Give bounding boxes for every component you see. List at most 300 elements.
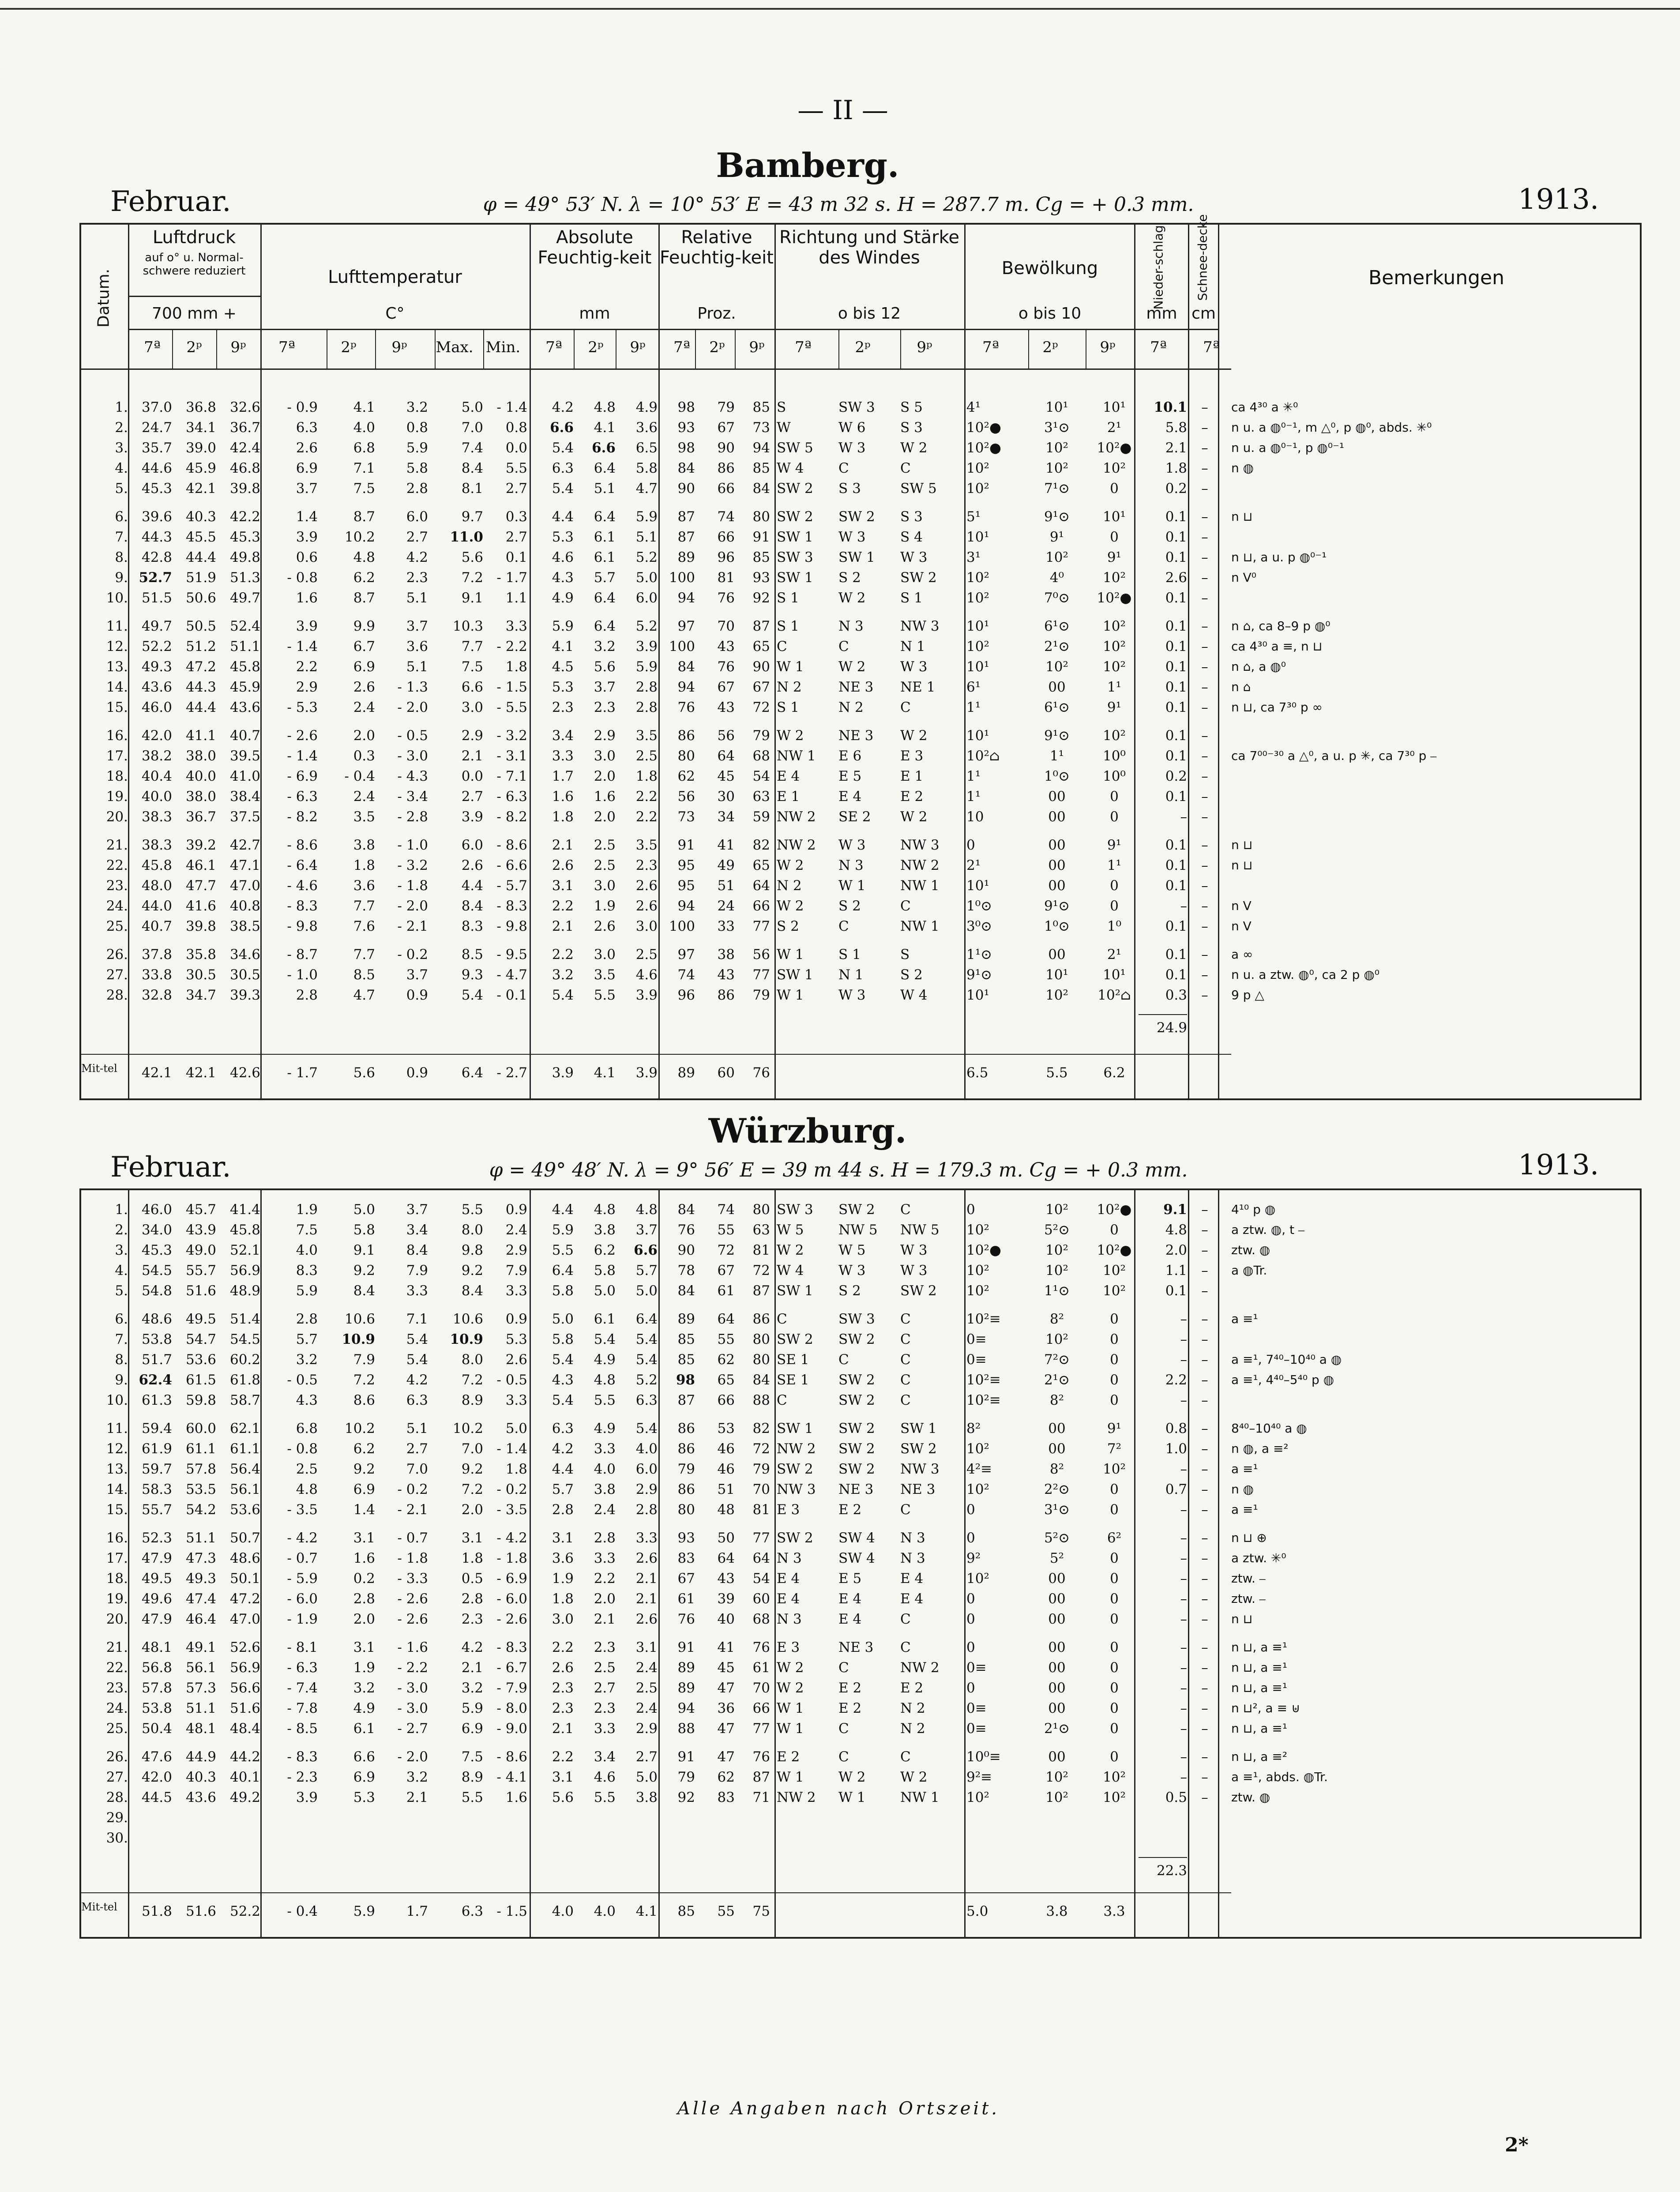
temp-2p-cell: 0.3 bbox=[353, 748, 375, 764]
pressure-9p-cell: 58.7 bbox=[229, 1392, 260, 1408]
pressure-2p-cell: 51.1 bbox=[185, 1530, 216, 1546]
abs-humidity-2p-cell: 3.8 bbox=[594, 1481, 616, 1497]
temp-7a-cell: - 6.0 bbox=[287, 1591, 318, 1607]
temp-7a-cell: - 5.3 bbox=[287, 699, 318, 715]
wind-7a-cell: W 1 bbox=[777, 947, 804, 963]
mean-row bbox=[0, 1901, 1680, 1921]
abs-humidity-7a-cell: 3.0 bbox=[552, 1611, 574, 1627]
wind-2p-cell: NE 3 bbox=[838, 1481, 874, 1497]
abs-humidity-9p-cell: 4.7 bbox=[635, 481, 658, 496]
abs-humidity-9p-cell: 2.8 bbox=[635, 699, 658, 715]
cloud-7a-cell: 1⁰⊙ bbox=[966, 898, 992, 914]
rel-humidity-7a-cell: 74 bbox=[677, 967, 695, 983]
rel-humidity-9p-cell: 85 bbox=[752, 460, 770, 476]
cloud-7a-cell: 0 bbox=[966, 837, 975, 853]
pressure-7a-cell: 54.8 bbox=[141, 1283, 172, 1299]
precipitation-cell: – bbox=[1180, 1721, 1187, 1737]
wind-7a-cell: W 2 bbox=[777, 898, 804, 914]
pressure-2p-cell: 43.9 bbox=[185, 1222, 216, 1238]
pressure-7a-cell: 42.0 bbox=[141, 728, 172, 744]
mean-abs-humidity-9p-cell: 3.9 bbox=[635, 1065, 658, 1081]
wind-2p-cell: E 2 bbox=[838, 1502, 862, 1518]
wind-2p-cell: C bbox=[838, 1352, 849, 1368]
abs-humidity-7a-cell: 4.5 bbox=[552, 659, 574, 675]
temp-2p-cell: 3.5 bbox=[353, 809, 375, 825]
abs-humidity-7a-cell: 3.1 bbox=[552, 1769, 574, 1785]
wind-2p-cell: C bbox=[838, 639, 849, 654]
rel-humidity-7a-cell: 80 bbox=[677, 1502, 695, 1518]
date-cell: 12. bbox=[106, 639, 128, 654]
rel-humidity-7a-cell: 86 bbox=[677, 1421, 695, 1436]
table-row bbox=[0, 985, 1680, 1005]
table-row bbox=[0, 1548, 1680, 1568]
header-luftdruck_unit: 700 mm + bbox=[152, 305, 237, 323]
cloud-9p-cell: 9¹ bbox=[1107, 549, 1122, 565]
wind-2p-cell: SE 2 bbox=[838, 809, 871, 825]
temp-7a-cell: 4.0 bbox=[296, 1242, 318, 1258]
date-cell: 2. bbox=[115, 1222, 128, 1238]
temp-min-cell: - 8.6 bbox=[496, 837, 527, 853]
wind-9p-cell: NE 1 bbox=[900, 679, 936, 695]
temp-max-cell: 8.9 bbox=[461, 1769, 483, 1785]
precipitation-cell: 1.0 bbox=[1165, 1441, 1187, 1457]
table-row bbox=[0, 786, 1680, 807]
cloud-2p-cell: 1¹⊙ bbox=[1044, 1283, 1070, 1299]
cloud-2p-cell: 10² bbox=[1045, 659, 1068, 675]
snow-cover-cell: – bbox=[1201, 618, 1208, 634]
temp-max-cell: 10.2 bbox=[452, 1421, 483, 1436]
date-cell: 3. bbox=[115, 440, 128, 456]
cloud-9p-cell: 10² bbox=[1103, 728, 1126, 744]
wind-7a-cell: E 4 bbox=[777, 1571, 800, 1587]
rel-humidity-7a-cell: 98 bbox=[677, 440, 695, 456]
rel-humidity-9p-cell: 65 bbox=[752, 639, 770, 654]
rel-humidity-9p-cell: 67 bbox=[752, 679, 770, 695]
temp-9p-cell: - 2.7 bbox=[397, 1721, 428, 1737]
abs-humidity-7a-cell: 1.6 bbox=[552, 789, 574, 805]
pressure-7a-cell: 40.4 bbox=[141, 768, 172, 784]
cloud-2p-cell: 8² bbox=[1049, 1311, 1064, 1327]
cloud-2p-cell: 6¹⊙ bbox=[1044, 618, 1070, 634]
station-coordinates: φ = 49° 53′ N. λ = 10° 53′ E = 43 m 32 s. H = 287.7 m. Cg = + 0.3 mm. bbox=[483, 193, 1194, 216]
temp-7a-cell: 3.9 bbox=[296, 1790, 318, 1805]
abs-humidity-9p-cell: 5.9 bbox=[635, 509, 658, 525]
temp-2p-cell: 7.1 bbox=[353, 460, 375, 476]
temp-min-cell: 5.3 bbox=[505, 1331, 527, 1347]
pressure-2p-cell: 34.1 bbox=[185, 420, 216, 436]
rel-humidity-2p-cell: 55 bbox=[717, 1222, 735, 1238]
wind-2p-cell: C bbox=[838, 1749, 849, 1765]
cloud-9p-cell: 0 bbox=[1110, 1352, 1119, 1368]
temp-min-cell: - 0.1 bbox=[496, 987, 527, 1003]
precipitation-cell: – bbox=[1180, 1749, 1187, 1765]
table-row bbox=[0, 1329, 1680, 1350]
pressure-2p-cell: 61.5 bbox=[185, 1372, 216, 1388]
wind-7a-cell: NW 2 bbox=[777, 1441, 816, 1457]
precipitation-cell: 0.1 bbox=[1165, 618, 1187, 634]
abs-humidity-2p-cell: 2.4 bbox=[594, 1502, 616, 1518]
pressure-9p-cell: 34.6 bbox=[229, 947, 260, 963]
cloud-9p-cell: 10²● bbox=[1097, 590, 1132, 606]
temp-max-cell: 6.9 bbox=[461, 1721, 483, 1737]
wind-2p-cell: E 2 bbox=[838, 1700, 862, 1716]
cloud-7a-cell: 1¹⊙ bbox=[966, 947, 992, 963]
remarks-cell: n ⌂ bbox=[1231, 680, 1251, 694]
wind-9p-cell: S bbox=[900, 947, 910, 963]
pressure-2p-cell: 53.6 bbox=[185, 1352, 216, 1368]
date-cell: 29. bbox=[106, 1810, 128, 1826]
snow-cover-cell: – bbox=[1201, 509, 1208, 525]
table-row bbox=[0, 1767, 1680, 1787]
cloud-9p-cell: 10² bbox=[1103, 1790, 1126, 1805]
subheader-t2: 2ᵖ bbox=[709, 338, 725, 356]
temp-min-cell: 0.8 bbox=[505, 420, 527, 436]
header-lufttemp: Lufttemperatur bbox=[328, 267, 462, 287]
header-divider bbox=[128, 296, 260, 297]
temp-min-cell: - 1.5 bbox=[496, 679, 527, 695]
date-cell: 1. bbox=[115, 399, 128, 415]
rel-humidity-9p-cell: 59 bbox=[752, 809, 770, 825]
precipitation-cell: 2.1 bbox=[1165, 440, 1187, 456]
pressure-9p-cell: 56.6 bbox=[229, 1680, 260, 1696]
wind-7a-cell: N 2 bbox=[777, 679, 802, 695]
abs-humidity-2p-cell: 5.5 bbox=[594, 1790, 616, 1805]
snow-cover-cell: – bbox=[1201, 1372, 1208, 1388]
cloud-9p-cell: 10⁰ bbox=[1103, 768, 1126, 784]
wind-7a-cell: E 4 bbox=[777, 1591, 800, 1607]
temp-9p-cell: 6.3 bbox=[406, 1392, 428, 1408]
pressure-2p-cell: 51.9 bbox=[185, 570, 216, 586]
abs-humidity-7a-cell: 5.9 bbox=[552, 1222, 574, 1238]
wind-9p-cell: C bbox=[900, 1331, 911, 1347]
wind-9p-cell: W 3 bbox=[900, 1263, 928, 1278]
temp-max-cell: 2.1 bbox=[461, 748, 483, 764]
cloud-7a-cell: 10¹ bbox=[966, 987, 989, 1003]
rel-humidity-9p-cell: 87 bbox=[752, 1769, 770, 1785]
cloud-7a-cell: 9²≡ bbox=[966, 1769, 992, 1785]
mean-pressure-9p-cell: 42.6 bbox=[229, 1065, 260, 1081]
rel-humidity-2p-cell: 64 bbox=[717, 748, 735, 764]
wind-2p-cell: W 2 bbox=[838, 590, 866, 606]
abs-humidity-9p-cell: 2.6 bbox=[635, 1550, 658, 1566]
pressure-2p-cell: 43.6 bbox=[185, 1790, 216, 1805]
abs-humidity-2p-cell: 1.6 bbox=[594, 789, 616, 805]
pressure-2p-cell: 47.7 bbox=[185, 878, 216, 894]
rel-humidity-2p-cell: 67 bbox=[717, 1263, 735, 1278]
temp-7a-cell: 2.8 bbox=[296, 987, 318, 1003]
wind-9p-cell: NW 1 bbox=[900, 1790, 940, 1805]
cloud-9p-cell: 0 bbox=[1110, 1502, 1119, 1518]
temp-max-cell: 7.0 bbox=[461, 1441, 483, 1457]
rel-humidity-7a-cell: 94 bbox=[677, 898, 695, 914]
temp-min-cell: 0.3 bbox=[505, 509, 527, 525]
pressure-7a-cell: 37.8 bbox=[141, 947, 172, 963]
pressure-9p-cell: 38.4 bbox=[229, 789, 260, 805]
pressure-2p-cell: 49.0 bbox=[185, 1242, 216, 1258]
rel-humidity-7a-cell: 73 bbox=[677, 809, 695, 825]
header-bemerkungen: Bemerkungen bbox=[1368, 267, 1505, 289]
rel-humidity-7a-cell: 76 bbox=[677, 699, 695, 715]
rel-humidity-9p-cell: 64 bbox=[752, 878, 770, 894]
wind-9p-cell: NW 3 bbox=[900, 618, 940, 634]
header-schnee_unit: cm bbox=[1191, 305, 1216, 323]
mean-rel-humidity-2p-cell: 60 bbox=[717, 1065, 735, 1081]
cloud-9p-cell: 10² bbox=[1103, 1283, 1126, 1299]
cloud-2p-cell: 9¹⊙ bbox=[1044, 728, 1070, 744]
temp-2p-cell: 2.0 bbox=[353, 1611, 375, 1627]
rel-humidity-7a-cell: 97 bbox=[677, 618, 695, 634]
abs-humidity-7a-cell: 3.1 bbox=[552, 878, 574, 894]
temp-2p-cell: 7.5 bbox=[353, 481, 375, 496]
cloud-9p-cell: 0 bbox=[1110, 481, 1119, 496]
cloud-9p-cell: 0 bbox=[1110, 1721, 1119, 1737]
precipitation-cell: 0.8 bbox=[1165, 1421, 1187, 1436]
pressure-2p-cell: 57.3 bbox=[185, 1680, 216, 1696]
cloud-2p-cell: 00 bbox=[1048, 1441, 1066, 1457]
rel-humidity-9p-cell: 80 bbox=[752, 1202, 770, 1218]
cloud-7a-cell: 10²≡ bbox=[966, 1372, 1001, 1388]
remarks-cell: a ztw. ◍, t ⎯ bbox=[1231, 1222, 1304, 1237]
date-cell: 22. bbox=[106, 1660, 128, 1676]
table-row bbox=[0, 766, 1680, 786]
abs-humidity-2p-cell: 2.0 bbox=[594, 1591, 616, 1607]
abs-humidity-7a-cell: 3.4 bbox=[552, 728, 574, 744]
table-row bbox=[0, 616, 1680, 636]
rel-humidity-2p-cell: 51 bbox=[717, 878, 735, 894]
temp-min-cell: - 4.1 bbox=[496, 1769, 527, 1785]
rel-humidity-9p-cell: 87 bbox=[752, 618, 770, 634]
pressure-9p-cell: 42.4 bbox=[229, 440, 260, 456]
remarks-cell: a ≡¹ bbox=[1231, 1312, 1258, 1326]
cloud-9p-cell: 10² bbox=[1103, 659, 1126, 675]
abs-humidity-9p-cell: 2.9 bbox=[635, 1481, 658, 1497]
cloud-9p-cell: 10² bbox=[1103, 1769, 1126, 1785]
date-cell: 12. bbox=[106, 1441, 128, 1457]
abs-humidity-9p-cell: 3.9 bbox=[635, 987, 658, 1003]
rel-humidity-2p-cell: 45 bbox=[717, 1660, 735, 1676]
pressure-9p-cell: 53.6 bbox=[229, 1502, 260, 1518]
abs-humidity-9p-cell: 3.3 bbox=[635, 1530, 658, 1546]
temp-7a-cell: - 6.4 bbox=[287, 857, 318, 873]
temp-9p-cell: - 1.0 bbox=[397, 837, 428, 853]
temp-min-cell: - 2.2 bbox=[496, 639, 527, 654]
wind-9p-cell: E 4 bbox=[900, 1571, 924, 1587]
rel-humidity-7a-cell: 98 bbox=[676, 1372, 695, 1388]
date-cell: 15. bbox=[106, 699, 128, 715]
precipitation-cell: – bbox=[1180, 1550, 1187, 1566]
rel-humidity-7a-cell: 84 bbox=[677, 1202, 695, 1218]
remarks-cell: 8⁴⁰–10⁴⁰ a ◍ bbox=[1231, 1421, 1307, 1436]
remarks-cell: a ≡¹ bbox=[1231, 1502, 1258, 1517]
wind-7a-cell: N 2 bbox=[777, 878, 802, 894]
temp-2p-cell: 3.8 bbox=[353, 837, 375, 853]
temp-2p-cell: 6.2 bbox=[353, 570, 375, 586]
pressure-7a-cell: 46.0 bbox=[141, 1202, 172, 1218]
cloud-2p-cell: 10² bbox=[1045, 1263, 1068, 1278]
rel-humidity-9p-cell: 60 bbox=[752, 1591, 770, 1607]
pressure-9p-cell: 40.1 bbox=[229, 1769, 260, 1785]
snow-cover-cell: – bbox=[1201, 1769, 1208, 1785]
wind-7a-cell: W 1 bbox=[777, 1769, 804, 1785]
temp-7a-cell: - 8.1 bbox=[287, 1639, 318, 1655]
temp-9p-cell: 6.0 bbox=[406, 509, 428, 525]
wind-7a-cell: NW 1 bbox=[777, 748, 816, 764]
wind-2p-cell: SW 3 bbox=[838, 1311, 875, 1327]
mean-rel-humidity-9p-cell: 75 bbox=[752, 1903, 770, 1919]
cloud-9p-cell: 9¹ bbox=[1107, 699, 1122, 715]
abs-humidity-7a-cell: 2.3 bbox=[552, 1680, 574, 1696]
rel-humidity-2p-cell: 76 bbox=[717, 590, 735, 606]
rel-humidity-7a-cell: 97 bbox=[677, 947, 695, 963]
abs-humidity-9p-cell: 5.4 bbox=[635, 1352, 658, 1368]
snow-cover-cell: – bbox=[1201, 967, 1208, 983]
wind-7a-cell: S 1 bbox=[777, 699, 799, 715]
abs-humidity-9p-cell: 6.6 bbox=[634, 1242, 658, 1258]
cloud-2p-cell: 8² bbox=[1049, 1392, 1064, 1408]
abs-humidity-7a-cell: 5.4 bbox=[552, 1392, 574, 1408]
snow-cover-cell: – bbox=[1201, 1481, 1208, 1497]
cloud-7a-cell: 9² bbox=[966, 1550, 981, 1566]
pressure-9p-cell: 39.3 bbox=[229, 987, 260, 1003]
pressure-9p-cell: 54.5 bbox=[229, 1331, 260, 1347]
abs-humidity-7a-cell: 5.0 bbox=[552, 1311, 574, 1327]
temp-9p-cell: 4.2 bbox=[406, 549, 428, 565]
wind-9p-cell: SW 2 bbox=[900, 1283, 937, 1299]
cloud-9p-cell: 10¹ bbox=[1103, 509, 1126, 525]
date-cell: 16. bbox=[106, 1530, 128, 1546]
wind-9p-cell: S 3 bbox=[900, 420, 923, 436]
pressure-7a-cell: 47.9 bbox=[141, 1550, 172, 1566]
snow-cover-cell: – bbox=[1201, 728, 1208, 744]
abs-humidity-7a-cell: 2.2 bbox=[552, 898, 574, 914]
table-row bbox=[0, 1350, 1680, 1370]
date-cell: 9. bbox=[115, 570, 128, 586]
mean-rel-humidity-9p-cell: 76 bbox=[752, 1065, 770, 1081]
abs-humidity-9p-cell: 6.3 bbox=[635, 1392, 658, 1408]
precipitation-cell: 0.1 bbox=[1165, 679, 1187, 695]
abs-humidity-7a-cell: 2.6 bbox=[552, 857, 574, 873]
precipitation-cell: – bbox=[1180, 1502, 1187, 1518]
rel-humidity-9p-cell: 76 bbox=[752, 1639, 770, 1655]
header-bew_unit: o bis 10 bbox=[1018, 305, 1082, 323]
temp-2p-cell: 8.6 bbox=[353, 1392, 375, 1408]
abs-humidity-9p-cell: 2.6 bbox=[635, 878, 658, 894]
rel-humidity-7a-cell: 67 bbox=[677, 1571, 695, 1587]
pressure-7a-cell: 51.5 bbox=[141, 590, 172, 606]
temp-2p-cell: 4.0 bbox=[353, 420, 375, 436]
abs-humidity-7a-cell: 5.3 bbox=[552, 679, 574, 695]
rel-humidity-2p-cell: 47 bbox=[717, 1749, 735, 1765]
temp-9p-cell: - 2.0 bbox=[397, 699, 428, 715]
cloud-2p-cell: 2¹⊙ bbox=[1044, 1372, 1070, 1388]
table-row bbox=[0, 697, 1680, 718]
rel-humidity-2p-cell: 81 bbox=[717, 570, 735, 586]
pressure-2p-cell: 44.4 bbox=[185, 699, 216, 715]
table-row bbox=[0, 1500, 1680, 1520]
mean-temp-min-cell: - 2.7 bbox=[496, 1065, 527, 1081]
rel-humidity-7a-cell: 90 bbox=[677, 1242, 695, 1258]
temp-max-cell: 3.9 bbox=[461, 809, 483, 825]
wind-2p-cell: SW 2 bbox=[838, 509, 875, 525]
cloud-2p-cell: 00 bbox=[1048, 878, 1066, 894]
wind-2p-cell: C bbox=[838, 1660, 849, 1676]
rel-humidity-7a-cell: 100 bbox=[669, 570, 695, 586]
temp-min-cell: 2.4 bbox=[505, 1222, 527, 1238]
cloud-9p-cell: 0 bbox=[1110, 1550, 1119, 1566]
cloud-7a-cell: 10²⌂ bbox=[966, 748, 1000, 764]
wind-7a-cell: C bbox=[777, 1392, 787, 1408]
mean-row bbox=[0, 1063, 1680, 1083]
rel-humidity-7a-cell: 86 bbox=[677, 728, 695, 744]
cloud-2p-cell: 2¹⊙ bbox=[1044, 1721, 1070, 1737]
snow-cover-cell: – bbox=[1201, 679, 1208, 695]
precipitation-cell: – bbox=[1180, 1311, 1187, 1327]
snow-cover-cell: – bbox=[1201, 1461, 1208, 1477]
mean-cloud-7a-cell: 5.0 bbox=[966, 1903, 988, 1919]
snow-cover-cell: – bbox=[1201, 699, 1208, 715]
rel-humidity-2p-cell: 46 bbox=[717, 1461, 735, 1477]
abs-humidity-2p-cell: 3.0 bbox=[594, 748, 616, 764]
wind-7a-cell: E 1 bbox=[777, 789, 800, 805]
cloud-9p-cell: 10² bbox=[1103, 1263, 1126, 1278]
temp-7a-cell: - 0.5 bbox=[287, 1372, 318, 1388]
temp-min-cell: 2.6 bbox=[505, 1352, 527, 1368]
abs-humidity-9p-cell: 4.8 bbox=[635, 1202, 658, 1218]
snow-cover-cell: – bbox=[1201, 857, 1208, 873]
cloud-9p-cell: 1¹ bbox=[1107, 857, 1122, 873]
precipitation-cell: 0.5 bbox=[1165, 1790, 1187, 1805]
temp-2p-cell: 7.2 bbox=[353, 1372, 375, 1388]
remarks-cell: n u. a ztw. ◍⁰, ca 2 p ◍⁰ bbox=[1231, 967, 1380, 982]
wind-7a-cell: N 3 bbox=[777, 1611, 802, 1627]
rel-humidity-9p-cell: 70 bbox=[752, 1680, 770, 1696]
top-rule bbox=[0, 8, 1680, 10]
subheader-min: Min. bbox=[485, 338, 521, 356]
temp-min-cell: - 1.8 bbox=[496, 1550, 527, 1566]
temp-2p-cell: 4.9 bbox=[353, 1700, 375, 1716]
pressure-7a-cell: 52.7 bbox=[139, 570, 172, 586]
precipitation-cell: – bbox=[1180, 1352, 1187, 1368]
precipitation-cell: 4.8 bbox=[1165, 1222, 1187, 1238]
precipitation-cell: 0.2 bbox=[1165, 768, 1187, 784]
remarks-cell: n ⊔ bbox=[1231, 838, 1253, 852]
table-row bbox=[0, 1281, 1680, 1301]
mean-abs-humidity-2p-cell: 4.1 bbox=[594, 1065, 616, 1081]
pressure-2p-cell: 30.5 bbox=[185, 967, 216, 983]
precipitation-cell: 9.1 bbox=[1163, 1202, 1187, 1218]
abs-humidity-9p-cell: 2.8 bbox=[635, 679, 658, 695]
cloud-2p-cell: 7²⊙ bbox=[1044, 1352, 1070, 1368]
wind-9p-cell: NW 2 bbox=[900, 857, 940, 873]
rel-humidity-9p-cell: 77 bbox=[752, 918, 770, 934]
temp-7a-cell: - 8.3 bbox=[287, 898, 318, 914]
temp-9p-cell: 7.9 bbox=[406, 1263, 428, 1278]
rel-humidity-2p-cell: 83 bbox=[717, 1790, 735, 1805]
subheader-divider bbox=[216, 329, 217, 368]
table-row bbox=[0, 438, 1680, 458]
cloud-9p-cell: 10²● bbox=[1097, 1242, 1132, 1258]
temp-7a-cell: - 8.7 bbox=[287, 947, 318, 963]
precipitation-cell: 0.1 bbox=[1165, 878, 1187, 894]
wind-2p-cell: E 5 bbox=[838, 768, 862, 784]
abs-humidity-2p-cell: 3.5 bbox=[594, 967, 616, 983]
temp-min-cell: 0.9 bbox=[505, 1202, 527, 1218]
wind-9p-cell: S 5 bbox=[900, 399, 923, 415]
cloud-9p-cell: 10² bbox=[1103, 618, 1126, 634]
cloud-2p-cell: 10² bbox=[1045, 987, 1068, 1003]
rel-humidity-2p-cell: 24 bbox=[717, 898, 735, 914]
rel-humidity-9p-cell: 88 bbox=[752, 1392, 770, 1408]
